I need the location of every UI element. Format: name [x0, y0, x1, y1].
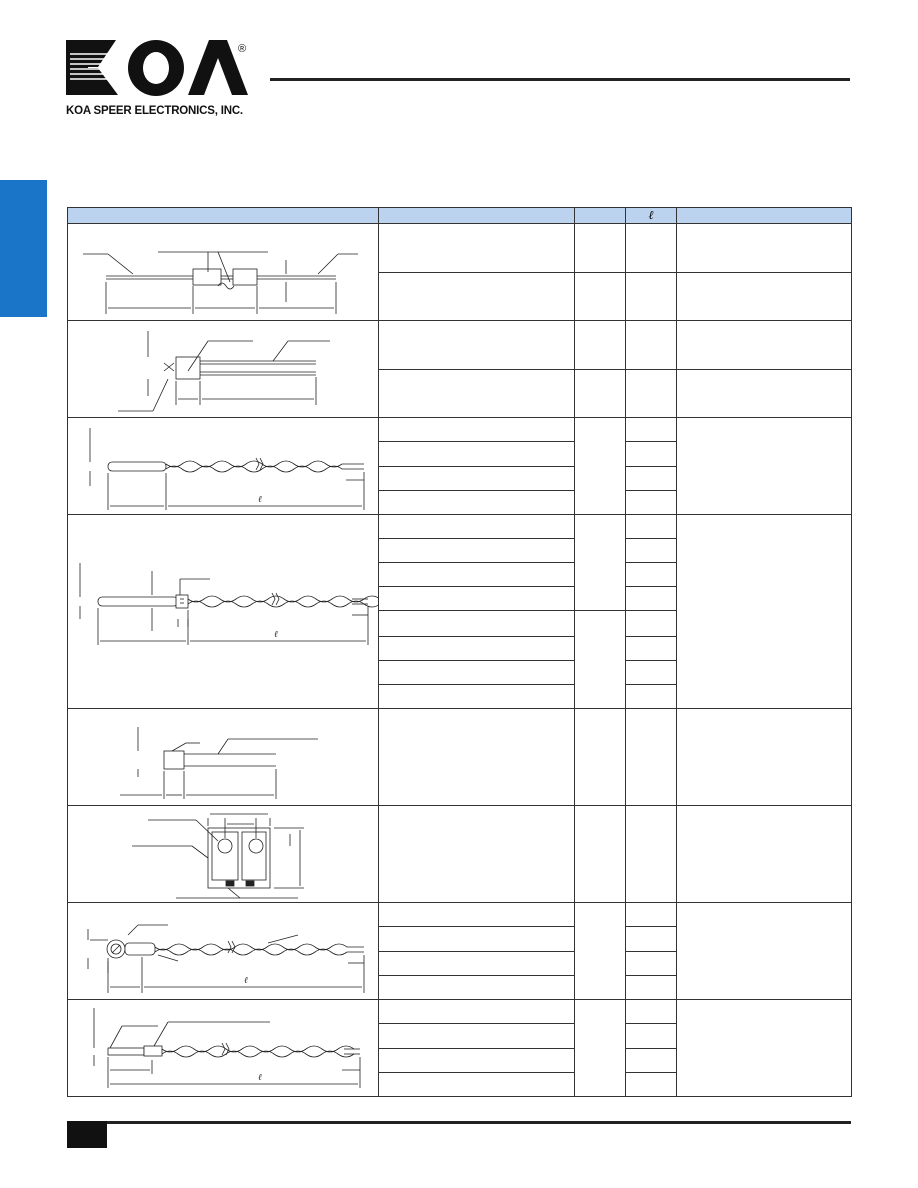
table-cell	[379, 1072, 575, 1096]
table-cell	[379, 321, 575, 370]
table-cell	[626, 927, 677, 951]
table-cell	[575, 370, 626, 418]
table-cell	[379, 539, 575, 563]
table-cell	[626, 224, 677, 273]
company-name: KOA SPEER ELECTRONICS, INC.	[66, 105, 243, 117]
table-cell	[379, 466, 575, 490]
table-cell	[379, 903, 575, 927]
table-cell	[626, 637, 677, 661]
radial-fuse-drawing	[68, 321, 379, 417]
table-cell	[575, 806, 626, 903]
specification-table	[67, 207, 852, 1097]
table-cell	[626, 611, 677, 637]
column-header-notes	[677, 208, 852, 224]
table-cell	[379, 975, 575, 999]
ring-lug-sensor-drawing	[68, 903, 379, 999]
table-cell	[677, 515, 852, 709]
table-cell	[575, 1000, 626, 1097]
koa-logo	[66, 40, 251, 102]
footer-rule	[67, 1121, 851, 1124]
table-cell	[626, 490, 677, 514]
table-cell	[626, 418, 677, 442]
figure-cell-mount-plate-sensor	[68, 806, 379, 903]
table-cell	[379, 951, 575, 975]
column-header-figure	[68, 208, 379, 224]
table-cell	[379, 442, 575, 466]
probe-sensor-drawing	[68, 1000, 379, 1096]
table-cell	[626, 685, 677, 709]
table-cell	[626, 442, 677, 466]
table-cell	[575, 611, 626, 709]
length-label: ℓ	[274, 629, 278, 639]
table-cell	[677, 321, 852, 370]
table-cell	[626, 466, 677, 490]
table-cell	[379, 661, 575, 685]
table-cell	[379, 611, 575, 637]
table-cell	[379, 1024, 575, 1048]
table-cell	[379, 1000, 575, 1024]
column-header-type	[379, 208, 575, 224]
table-cell	[626, 1000, 677, 1024]
table-cell	[379, 273, 575, 321]
table-cell	[677, 273, 852, 321]
table-cell	[379, 587, 575, 611]
twisted-lead-sensor-drawing	[68, 418, 379, 514]
figure-cell-ring-lug-sensor	[68, 903, 379, 1000]
table-cell	[626, 587, 677, 611]
mount-plate-sensor-drawing	[68, 806, 379, 902]
table-cell	[677, 1000, 852, 1097]
registered-mark: ®	[238, 43, 247, 55]
header-rule	[270, 78, 850, 81]
table-cell	[575, 418, 626, 515]
table-cell	[575, 903, 626, 1000]
table-cell	[575, 273, 626, 321]
length-label: ℓ	[258, 1072, 262, 1082]
column-header-size	[575, 208, 626, 224]
section-side-tab	[0, 180, 47, 317]
table-cell	[626, 1048, 677, 1072]
figure-cell-twisted-lead-sensor	[68, 418, 379, 515]
table-cell	[575, 321, 626, 370]
table-cell	[677, 806, 852, 903]
table-cell	[626, 1024, 677, 1048]
table-cell	[626, 709, 677, 806]
table-cell	[379, 709, 575, 806]
table-cell	[626, 370, 677, 418]
table-cell	[575, 515, 626, 611]
table-cell	[379, 418, 575, 442]
figure-cell-ring-terminal-sensor	[68, 515, 379, 709]
table-cell	[379, 685, 575, 709]
table-cell	[626, 806, 677, 903]
figure-cell-axial-fuse	[68, 224, 379, 321]
table-cell	[677, 418, 852, 515]
table-cell	[379, 1048, 575, 1072]
length-label: ℓ	[244, 975, 248, 985]
column-header-length: ℓ	[626, 208, 677, 224]
table-cell	[626, 975, 677, 999]
table-cell	[626, 321, 677, 370]
table-cell	[626, 1072, 677, 1096]
table-cell	[677, 709, 852, 806]
block-sensor-drawing	[68, 709, 379, 805]
figure-cell-radial-fuse	[68, 321, 379, 418]
table-cell	[626, 515, 677, 539]
table-cell	[379, 563, 575, 587]
ring-terminal-sensor-drawing	[68, 515, 379, 708]
table-cell	[379, 927, 575, 951]
table-cell	[379, 637, 575, 661]
table-cell	[626, 563, 677, 587]
table-cell	[379, 515, 575, 539]
figure-cell-block-sensor	[68, 709, 379, 806]
table-cell	[626, 273, 677, 321]
table-cell	[626, 661, 677, 685]
page-number-tab	[67, 1121, 107, 1148]
table-cell	[677, 370, 852, 418]
table-cell	[626, 951, 677, 975]
table-cell	[626, 539, 677, 563]
table-cell	[379, 224, 575, 273]
length-label: ℓ	[258, 494, 262, 504]
table-cell	[677, 224, 852, 273]
axial-fuse-drawing	[68, 224, 379, 320]
table-cell	[379, 806, 575, 903]
table-cell	[575, 224, 626, 273]
table-cell	[379, 370, 575, 418]
table-cell	[677, 903, 852, 1000]
figure-cell-probe-sensor	[68, 1000, 379, 1097]
table-cell	[626, 903, 677, 927]
table-cell	[575, 709, 626, 806]
table-cell	[379, 490, 575, 514]
